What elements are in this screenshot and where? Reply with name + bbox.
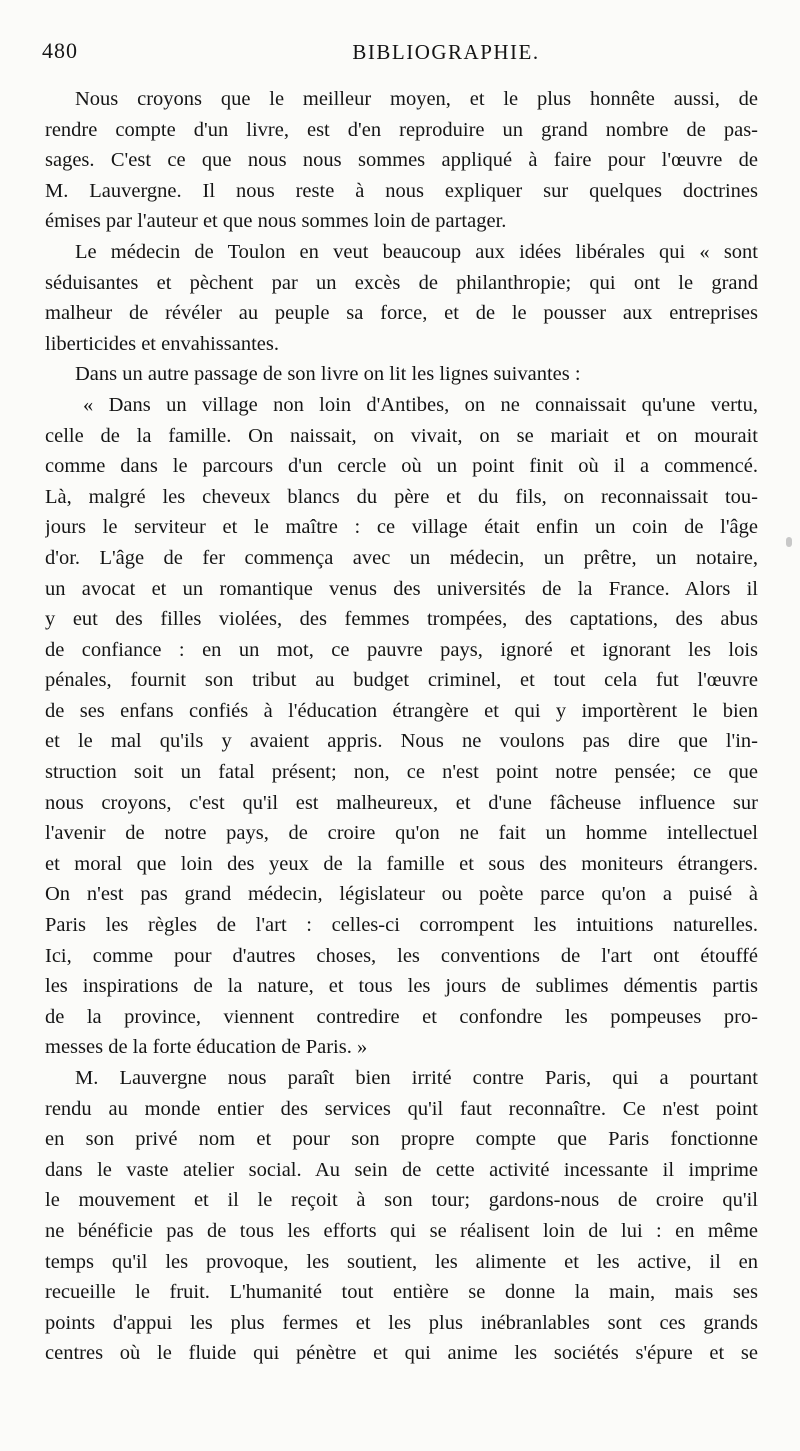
text-line: émises par l'auteur et que nous sommes loin de partager. <box>45 210 507 233</box>
text-line: Paris les règles de l'art : celles-ci corrompent les intuitions naturelles. <box>45 914 758 937</box>
text-line: jours le serviteur et le maître : ce village était enfin un coin de l'âge <box>45 516 758 539</box>
text-line: ne bénéficie pas de tous les efforts qui se réalisent loin de lui : en même <box>45 1219 758 1242</box>
running-head: BIBLIOGRAPHIE. <box>352 40 540 64</box>
text-line: l'avenir de notre pays, de croire qu'on ne fait un homme intellectuel <box>45 822 758 845</box>
text-line: malheur de révéler au peuple sa force, et de le pousser aux entreprises <box>45 302 758 325</box>
body-text <box>45 84 758 1369</box>
text-line: recueille le fruit. L'humanité tout entière se donne la main, mais ses <box>45 1281 758 1304</box>
text-line: temps qu'il les provoque, les soutient, les alimente et les active, il en <box>45 1250 758 1273</box>
text-line: Le médecin de Toulon en veut beaucoup aux idées libérales qui « sont <box>75 240 758 263</box>
text-line: « Dans un village non loin d'Antibes, on ne connaissait qu'une vertu, <box>83 393 758 416</box>
text-line: sages. C'est ce que nous nous sommes appliqué à faire pour l'œuvre de <box>45 149 758 172</box>
page-edge-mark <box>786 537 792 547</box>
text-line: et moral que loin des yeux de la famille et sous des moniteurs étrangers. <box>45 852 758 875</box>
text-line: rendu au monde entier des services qu'il faut reconnaître. Ce n'est point <box>45 1097 758 1120</box>
text-line: en son privé nom et pour son propre compte que Paris fonctionne <box>45 1128 758 1151</box>
text-line: rendre compte d'un livre, est d'en reproduire un grand nombre de pas- <box>45 118 758 141</box>
text-line: M. Lauvergne nous paraît bien irrité contre Paris, qui a pourtant <box>75 1067 758 1089</box>
text-line: et le mal qu'ils y avaient appris. Nous ne voulons pas dire que l'in- <box>45 730 758 753</box>
text-line: Dans un autre passage de son livre on lit les lignes suivantes : <box>75 363 581 386</box>
text-line: Nous croyons que le meilleur moyen, et le plus honnête aussi, de <box>75 88 758 110</box>
text-line: messes de la forte éducation de Paris. » <box>45 1036 368 1059</box>
text-line: Ici, comme pour d'autres choses, les conventions de l'art ont étouffé <box>45 944 758 967</box>
text-line: points d'appui les plus fermes et les plus inébranlables sont ces grands <box>45 1311 758 1334</box>
text-line: On n'est pas grand médecin, législateur ou poète parce qu'on a puisé à <box>45 883 758 906</box>
text-line: d'or. L'âge de fer commença avec un médecin, un prêtre, un notaire, <box>45 546 758 569</box>
text-line: de la province, viennent contredire et confondre les pompeuses pro- <box>45 1005 758 1028</box>
text-line: struction soit un fatal présent; non, ce n'est point notre pensée; ce que <box>45 761 758 784</box>
text-line: M. Lauvergne. Il nous reste à nous expliquer sur quelques doctrines <box>45 179 758 202</box>
text-line: les inspirations de la nature, et tous les jours de sublimes démentis partis <box>45 975 758 998</box>
text-line: de confiance : en un mot, ce pauvre pays, ignoré et ignorant les lois <box>45 638 758 661</box>
text-line: celle de la famille. On naissait, on vivait, on se mariait et on mourait <box>45 424 758 447</box>
text-line: comme dans le parcours d'un cercle où un point finit où il a commencé. <box>45 455 758 478</box>
text-line: de ses enfans confiés à l'éducation étrangère et qui y importèrent le bien <box>45 699 758 722</box>
text-line: un avocat et un romantique venus des universités de la France. Alors il <box>45 577 758 600</box>
text-line: Là, malgré les cheveux blancs du père et du fils, on reconnaissait tou- <box>45 485 758 508</box>
text-line: pénales, fournit son tribut au budget criminel, et tout cela fut l'œuvre <box>45 669 758 692</box>
text-line: liberticides et envahissantes. <box>45 332 279 355</box>
text-line: séduisantes et pèchent par un excès de philanthropie; qui ont le grand <box>45 271 758 294</box>
text-line: centres où le fluide qui pénètre et qui anime les sociétés s'épure et se <box>45 1342 758 1365</box>
text-line: le mouvement et il le reçoit à son tour; gardons-nous de croire qu'il <box>45 1189 758 1212</box>
page-header <box>42 38 760 72</box>
text-line: y eut des filles violées, des femmes trompées, des captations, des abus <box>45 608 758 631</box>
page-number: 480 <box>42 38 78 63</box>
text-line: dans le vaste atelier social. Au sein de cette activité incessante il imprime <box>45 1158 758 1181</box>
text-line: nous croyons, c'est qu'il est malheureux, et d'une fâcheuse influence sur <box>45 791 758 814</box>
